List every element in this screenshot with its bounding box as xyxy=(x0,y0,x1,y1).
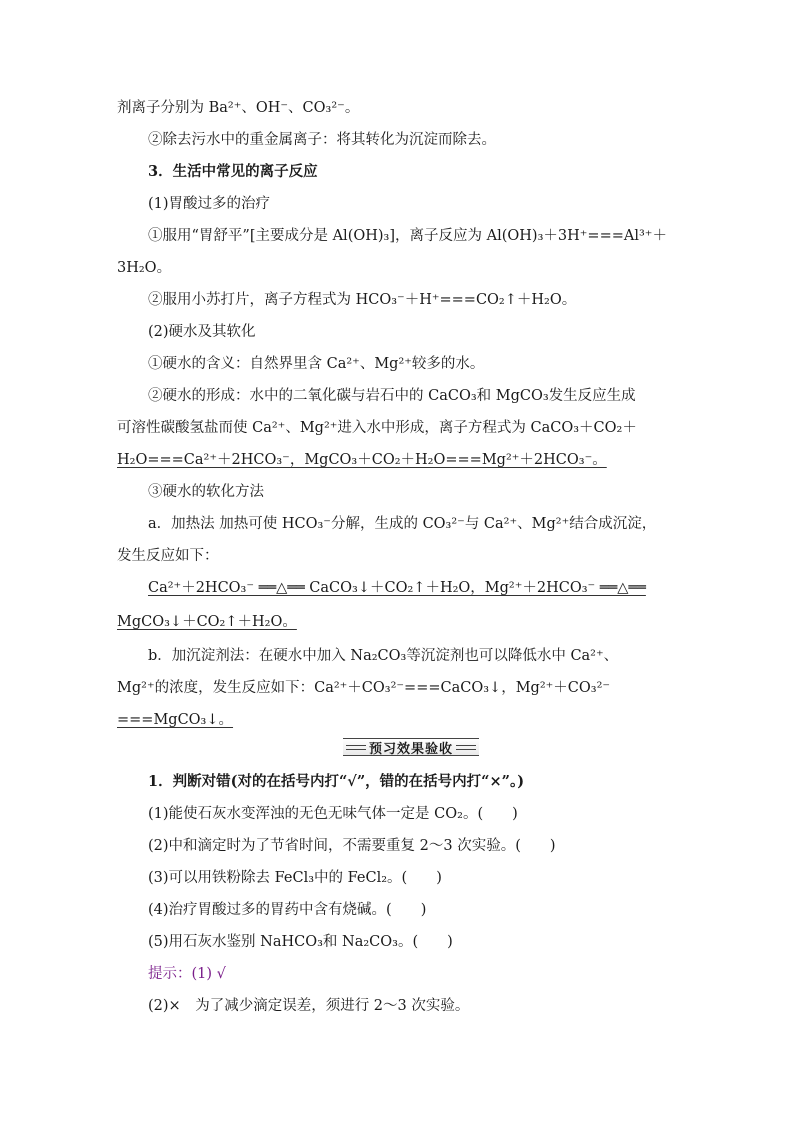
quiz-item-3: (3)可以用铁粉除去 FeCl₃中的 FeCl₂。( ) xyxy=(148,870,442,886)
equation-heating-cont: MgCO₃↓＋CO₂↑＋H₂O。 xyxy=(117,614,297,630)
text-line-1: 剂离子分别为 Ba²⁺、OH⁻、CO₃²⁻。 xyxy=(117,100,360,116)
hint-label: 提示： xyxy=(148,966,192,982)
text-line-12: H₂O===Ca²⁺＋2HCO₃⁻，MgCO₃＋CO₂＋H₂O===Mg²⁺＋2HCO₃⁻。 xyxy=(117,452,607,468)
equation-heating: Ca²⁺＋2HCO₃⁻ ══△══ CaCO₃↓＋CO₂↑＋H₂O，Mg²⁺＋2HCO₃⁻ ══△══ xyxy=(148,580,646,596)
text-line-18: b．加沉淀剂法：在硬水中加入 Na₂CO₃等沉淀剂也可以降低水中 Ca²⁺、 xyxy=(148,648,619,664)
text-line-13: ③硬水的软化方法 xyxy=(148,484,264,500)
subheading-stomach-acid: (1)胃酸过多的治疗 xyxy=(148,196,271,212)
quiz-item-5: (5)用石灰水鉴别 NaHCO₃和 Na₂CO₃。( ) xyxy=(148,934,453,950)
text-line-20: ===MgCO₃↓。 xyxy=(117,712,234,728)
text-line-19: Mg²⁺的浓度，发生反应如下：Ca²⁺＋CO₃²⁻===CaCO₃↓，Mg²⁺＋CO₃²⁻ xyxy=(117,680,611,696)
text-line-7: ②服用小苏打片，离子方程式为 HCO₃⁻＋H⁺===CO₂↑＋H₂O。 xyxy=(148,292,577,308)
subheading-hard-water: (2)硬水及其软化 xyxy=(148,324,256,340)
text-line-9: ①硬水的含义：自然界里含 Ca²⁺、Mg²⁺较多的水。 xyxy=(148,356,485,372)
quiz-item-4: (4)治疗胃酸过多的胃药中含有烧碱。( ) xyxy=(148,902,427,918)
section-heading-3: 3．生活中常见的离子反应 xyxy=(148,163,318,180)
text-line-5: ①服用“胃舒平”[主要成分是 Al(OH)₃]，离子反应为 Al(OH)₃＋3H⁺===Al³⁺＋ xyxy=(148,228,667,244)
quiz-item-1: (1)能使石灰水变浑浊的无色无味气体一定是 CO₂。( ) xyxy=(148,806,518,822)
hint-answer-2: (2)× 为了减少滴定误差，须进行 2～3 次实验。 xyxy=(148,998,470,1014)
quiz-instruction: 1．判断对错(对的在括号内打“√”，错的在括号内打“×”。) xyxy=(148,773,525,790)
text-line-10: ②硬水的形成：水中的二氧化碳与岩石中的 CaCO₃和 MgCO₃发生反应生成 xyxy=(148,388,636,404)
quiz-item-2: (2)中和滴定时为了节省时间，不需要重复 2～3 次实验。( ) xyxy=(148,838,556,854)
hint-line xyxy=(148,964,226,984)
text-line-14: a．加热法 加热可使 HCO₃⁻分解，生成的 CO₃²⁻与 Ca²⁺、Mg²⁺结合成沉淀， xyxy=(148,516,657,532)
text-line-11: 可溶性碳酸氢盐而使 Ca²⁺、Mg²⁺进入水中形成，离子方程式为 CaCO₃＋CO₂＋ xyxy=(117,420,637,436)
text-line-2: ②除去污水中的重金属离子：将其转化为沉淀而除去。 xyxy=(148,132,496,148)
hint-answer-1: (1) √ xyxy=(191,966,226,982)
section-banner: 预习效果验收 xyxy=(343,738,479,756)
text-line-15: 发生反应如下： xyxy=(117,548,219,564)
text-line-6: 3H₂O。 xyxy=(117,260,172,276)
